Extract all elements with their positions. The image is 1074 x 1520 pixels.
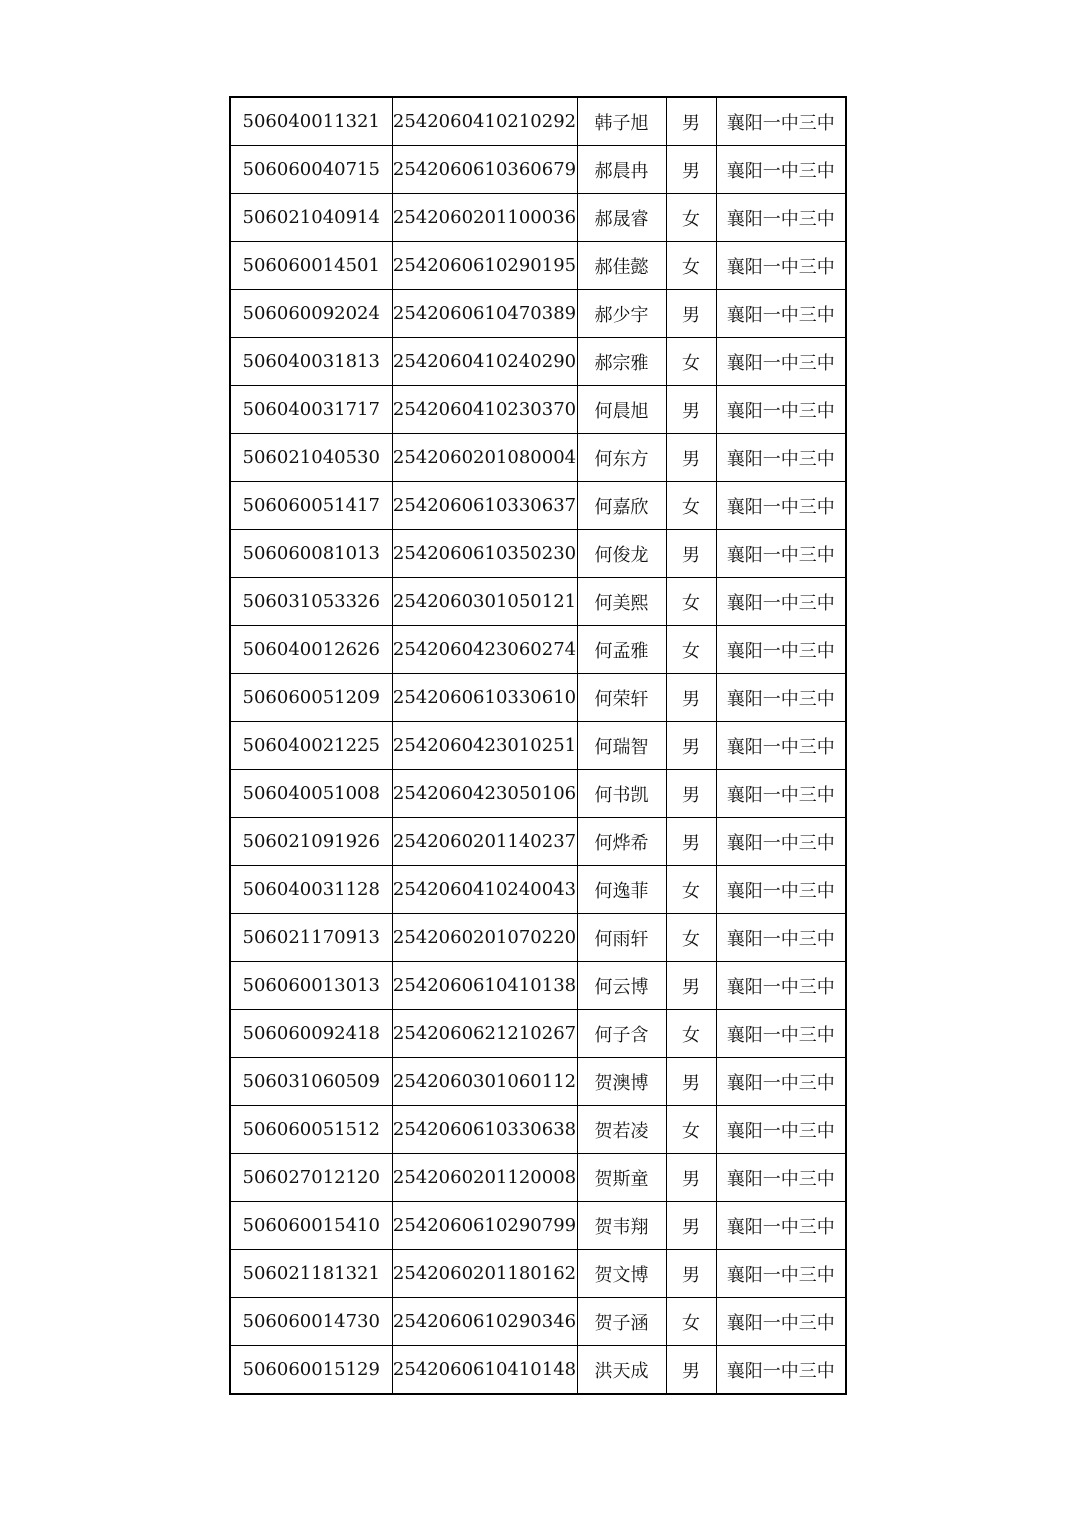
exam-number-cell: 506040021225 [230, 722, 392, 770]
id-number-cell: 2542060610290799 [392, 1202, 577, 1250]
table-row [230, 722, 846, 770]
exam-number-cell: 506040031717 [230, 386, 392, 434]
school-cell: 襄阳一中三中 [716, 338, 846, 386]
gender-cell: 女 [666, 1298, 716, 1346]
student-name-cell: 何俊龙 [577, 530, 666, 578]
id-number-cell: 2542060201140237 [392, 818, 577, 866]
gender-cell: 男 [666, 1250, 716, 1298]
student-name-cell: 郝晨冉 [577, 146, 666, 194]
exam-number-cell: 506060015129 [230, 1346, 392, 1395]
exam-number-cell: 506040031813 [230, 338, 392, 386]
school-cell: 襄阳一中三中 [716, 914, 846, 962]
exam-number-cell: 506060081013 [230, 530, 392, 578]
exam-number-cell: 506060013013 [230, 962, 392, 1010]
school-cell: 襄阳一中三中 [716, 290, 846, 338]
id-number-cell: 2542060410240043 [392, 866, 577, 914]
table-row [230, 146, 846, 194]
table-row [230, 1250, 846, 1298]
school-cell: 襄阳一中三中 [716, 866, 846, 914]
school-cell: 襄阳一中三中 [716, 530, 846, 578]
table-row [230, 1106, 846, 1154]
exam-number-cell: 506060040715 [230, 146, 392, 194]
exam-number-cell: 506040012626 [230, 626, 392, 674]
table-row [230, 962, 846, 1010]
student-name-cell: 何东方 [577, 434, 666, 482]
exam-number-cell: 506021170913 [230, 914, 392, 962]
table-row [230, 1346, 846, 1395]
school-cell: 襄阳一中三中 [716, 1202, 846, 1250]
table-row [230, 1298, 846, 1346]
gender-cell: 男 [666, 1346, 716, 1395]
table-row [230, 674, 846, 722]
exam-number-cell: 506060051512 [230, 1106, 392, 1154]
school-cell: 襄阳一中三中 [716, 818, 846, 866]
student-name-cell: 洪天成 [577, 1346, 666, 1395]
id-number-cell: 2542060610290195 [392, 242, 577, 290]
exam-number-cell: 506060014730 [230, 1298, 392, 1346]
student-name-cell: 郝少宇 [577, 290, 666, 338]
exam-number-cell: 506060015410 [230, 1202, 392, 1250]
exam-number-cell: 506060014501 [230, 242, 392, 290]
gender-cell: 男 [666, 1058, 716, 1106]
table-row [230, 770, 846, 818]
school-cell: 襄阳一中三中 [716, 1154, 846, 1202]
gender-cell: 女 [666, 1010, 716, 1058]
student-name-cell: 郝佳懿 [577, 242, 666, 290]
gender-cell: 女 [666, 338, 716, 386]
student-name-cell: 何美熙 [577, 578, 666, 626]
gender-cell: 女 [666, 866, 716, 914]
id-number-cell: 2542060610330638 [392, 1106, 577, 1154]
exam-number-cell: 506027012120 [230, 1154, 392, 1202]
gender-cell: 女 [666, 914, 716, 962]
student-name-cell: 何嘉欣 [577, 482, 666, 530]
table-row [230, 97, 846, 146]
exam-number-cell: 506060092024 [230, 290, 392, 338]
gender-cell: 男 [666, 818, 716, 866]
roster-table [229, 96, 847, 1395]
id-number-cell: 2542060201120008 [392, 1154, 577, 1202]
school-cell: 襄阳一中三中 [716, 1058, 846, 1106]
exam-number-cell: 506060051417 [230, 482, 392, 530]
exam-number-cell: 506040051008 [230, 770, 392, 818]
gender-cell: 女 [666, 242, 716, 290]
id-number-cell: 2542060410210292 [392, 97, 577, 146]
school-cell: 襄阳一中三中 [716, 1010, 846, 1058]
table-row [230, 242, 846, 290]
id-number-cell: 2542060610360679 [392, 146, 577, 194]
table-row [230, 530, 846, 578]
exam-number-cell: 506021040914 [230, 194, 392, 242]
table-row [230, 386, 846, 434]
table-row [230, 1202, 846, 1250]
table-row [230, 338, 846, 386]
school-cell: 襄阳一中三中 [716, 1346, 846, 1395]
school-cell: 襄阳一中三中 [716, 146, 846, 194]
id-number-cell: 2542060201180162 [392, 1250, 577, 1298]
school-cell: 襄阳一中三中 [716, 194, 846, 242]
table-row [230, 1154, 846, 1202]
student-name-cell: 何书凯 [577, 770, 666, 818]
id-number-cell: 2542060201100036 [392, 194, 577, 242]
exam-number-cell: 506031060509 [230, 1058, 392, 1106]
school-cell: 襄阳一中三中 [716, 1298, 846, 1346]
student-name-cell: 贺澳博 [577, 1058, 666, 1106]
id-number-cell: 2542060201080004 [392, 434, 577, 482]
id-number-cell: 2542060410240290 [392, 338, 577, 386]
table-row [230, 866, 846, 914]
id-number-cell: 2542060410230370 [392, 386, 577, 434]
gender-cell: 女 [666, 578, 716, 626]
school-cell: 襄阳一中三中 [716, 962, 846, 1010]
gender-cell: 女 [666, 194, 716, 242]
school-cell: 襄阳一中三中 [716, 242, 846, 290]
student-name-cell: 何瑞智 [577, 722, 666, 770]
student-name-cell: 何云博 [577, 962, 666, 1010]
exam-number-cell: 506021181321 [230, 1250, 392, 1298]
student-name-cell: 何烨希 [577, 818, 666, 866]
gender-cell: 女 [666, 482, 716, 530]
gender-cell: 男 [666, 1154, 716, 1202]
id-number-cell: 2542060301050121 [392, 578, 577, 626]
student-name-cell: 郝宗雅 [577, 338, 666, 386]
id-number-cell: 2542060610330637 [392, 482, 577, 530]
id-number-cell: 2542060423010251 [392, 722, 577, 770]
id-number-cell: 2542060610410148 [392, 1346, 577, 1395]
gender-cell: 男 [666, 146, 716, 194]
student-name-cell: 何孟雅 [577, 626, 666, 674]
gender-cell: 男 [666, 770, 716, 818]
gender-cell: 男 [666, 962, 716, 1010]
gender-cell: 女 [666, 626, 716, 674]
exam-number-cell: 506040011321 [230, 97, 392, 146]
table-row [230, 818, 846, 866]
school-cell: 襄阳一中三中 [716, 674, 846, 722]
id-number-cell: 2542060423050106 [392, 770, 577, 818]
id-number-cell: 2542060610470389 [392, 290, 577, 338]
gender-cell: 男 [666, 674, 716, 722]
student-name-cell: 何逸菲 [577, 866, 666, 914]
gender-cell: 男 [666, 97, 716, 146]
school-cell: 襄阳一中三中 [716, 578, 846, 626]
gender-cell: 男 [666, 530, 716, 578]
table-row [230, 626, 846, 674]
student-name-cell: 贺斯童 [577, 1154, 666, 1202]
table-row [230, 1058, 846, 1106]
exam-number-cell: 506021091926 [230, 818, 392, 866]
id-number-cell: 2542060201070220 [392, 914, 577, 962]
school-cell: 襄阳一中三中 [716, 482, 846, 530]
student-name-cell: 贺若凌 [577, 1106, 666, 1154]
gender-cell: 男 [666, 1202, 716, 1250]
id-number-cell: 2542060610330610 [392, 674, 577, 722]
school-cell: 襄阳一中三中 [716, 722, 846, 770]
student-name-cell: 贺韦翔 [577, 1202, 666, 1250]
exam-number-cell: 506040031128 [230, 866, 392, 914]
exam-number-cell: 506031053326 [230, 578, 392, 626]
table-row [230, 290, 846, 338]
roster-table-body [230, 97, 846, 1394]
table-row [230, 482, 846, 530]
student-name-cell: 何晨旭 [577, 386, 666, 434]
exam-number-cell: 506021040530 [230, 434, 392, 482]
gender-cell: 男 [666, 722, 716, 770]
school-cell: 襄阳一中三中 [716, 770, 846, 818]
exam-number-cell: 506060092418 [230, 1010, 392, 1058]
school-cell: 襄阳一中三中 [716, 1106, 846, 1154]
table-row [230, 1010, 846, 1058]
table-row [230, 914, 846, 962]
student-name-cell: 郝晟睿 [577, 194, 666, 242]
school-cell: 襄阳一中三中 [716, 386, 846, 434]
table-row [230, 578, 846, 626]
id-number-cell: 2542060610350230 [392, 530, 577, 578]
table-row [230, 434, 846, 482]
gender-cell: 男 [666, 434, 716, 482]
id-number-cell: 2542060301060112 [392, 1058, 577, 1106]
gender-cell: 男 [666, 386, 716, 434]
school-cell: 襄阳一中三中 [716, 434, 846, 482]
exam-number-cell: 506060051209 [230, 674, 392, 722]
id-number-cell: 2542060423060274 [392, 626, 577, 674]
student-name-cell: 韩子旭 [577, 97, 666, 146]
table-row [230, 194, 846, 242]
student-name-cell: 何子含 [577, 1010, 666, 1058]
student-name-cell: 何荣轩 [577, 674, 666, 722]
id-number-cell: 2542060610410138 [392, 962, 577, 1010]
gender-cell: 男 [666, 290, 716, 338]
gender-cell: 女 [666, 1106, 716, 1154]
student-name-cell: 贺子涵 [577, 1298, 666, 1346]
school-cell: 襄阳一中三中 [716, 97, 846, 146]
school-cell: 襄阳一中三中 [716, 626, 846, 674]
id-number-cell: 2542060610290346 [392, 1298, 577, 1346]
student-name-cell: 贺文博 [577, 1250, 666, 1298]
id-number-cell: 2542060621210267 [392, 1010, 577, 1058]
school-cell: 襄阳一中三中 [716, 1250, 846, 1298]
student-name-cell: 何雨轩 [577, 914, 666, 962]
